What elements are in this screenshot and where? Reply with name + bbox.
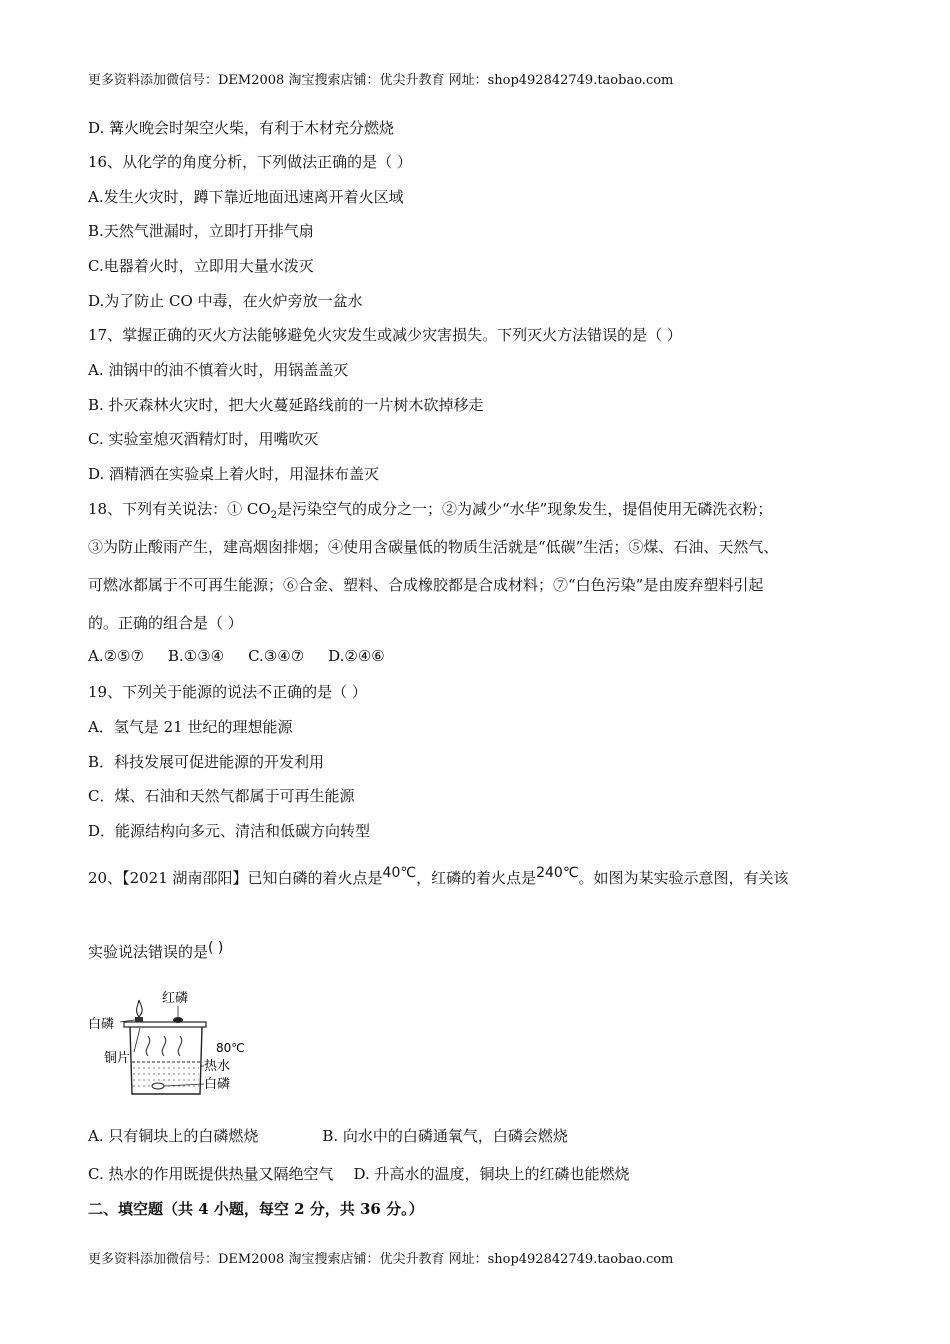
q17-option-b: B. 扑灭森林火灾时，把大火蔓延路线前的一片树木砍掉移走 bbox=[88, 396, 484, 414]
q18-line-2: ③为防止酸雨产生，建高烟囱排烟；④使用含碳量低的物质生活就是“低碳”生活；⑤煤、石油、天然气、 bbox=[88, 538, 779, 556]
q16-option-b: B.天然气泄漏时，立即打开排气扇 bbox=[88, 222, 314, 240]
q17-option-d: D. 酒精洒在实验桌上着火时，用湿抹布盖灭 bbox=[88, 465, 380, 483]
q20-option-c: C. 热水的作用既提供热量又隔绝空气 bbox=[88, 1165, 334, 1183]
q20-stem-b: ，红磷的着火点是 bbox=[416, 869, 537, 887]
q18-option-d: D.②④⑥ bbox=[328, 647, 385, 665]
q16-option-c: C.电器着火时，立即用大量水泼灭 bbox=[88, 257, 314, 275]
q19-option-d: D．能源结构向多元、清洁和低碳方向转型 bbox=[88, 822, 371, 840]
q19-option-c: C．煤、石油和天然气都属于可再生能源 bbox=[88, 787, 355, 805]
copper-plate bbox=[124, 1022, 206, 1027]
q19-option-b: B．科技发展可促进能源的开发利用 bbox=[88, 753, 325, 771]
section-2-heading: 二、填空题（共 4 小题，每空 2 分，共 36 分。） bbox=[88, 1200, 424, 1218]
q18-line-1a: 18、下列有关说法：① CO bbox=[88, 500, 271, 518]
label-white-p: 白磷 bbox=[88, 1017, 115, 1032]
q17-stem: 17、掌握正确的灭火方法能够避免火灾发生或减少灾害损失。下列灭火方法错误的是（ ） bbox=[88, 326, 682, 344]
label-temp: 80℃ bbox=[216, 1041, 245, 1055]
red-p-on-plate bbox=[173, 1017, 183, 1023]
q17-option-a: A. 油锅中的油不慎着火时，用锅盖盖灭 bbox=[88, 361, 349, 379]
q19-stem: 19、下列关于能源的说法不正确的是（ ） bbox=[88, 683, 367, 701]
q18-option-b: B.①③④ bbox=[167, 647, 225, 665]
label-copper: 铜片 bbox=[104, 1051, 131, 1066]
q18-line-3: 可燃冰都属于不可再生能源；⑥合金、塑料、合成橡胶都是合成材料；⑦“白色污染”是由废弃塑料引起 bbox=[88, 576, 764, 594]
q18-co2-subscript: 2 bbox=[270, 510, 278, 521]
experiment-diagram bbox=[86, 986, 246, 1098]
q18-option-a: A.②⑤⑦ bbox=[88, 647, 144, 665]
q20-option-b: B. 向水中的白磷通氧气，白磷会燃烧 bbox=[322, 1127, 568, 1145]
q20-temp-white-p: 40℃ bbox=[382, 865, 417, 881]
page-footer: 更多资料添加微信号：DEM2008 淘宝搜索店铺：优尖升教育 网址：shop492842749.taobao.com bbox=[88, 1252, 674, 1267]
beaker bbox=[130, 1027, 202, 1094]
q18-option-c: C.③④⑦ bbox=[248, 647, 305, 665]
page-header: 更多资料添加微信号：DEM2008 淘宝搜索店铺：优尖升教育 网址：shop492842749.taobao.com bbox=[88, 73, 674, 88]
label-white-p-water: 白磷 bbox=[204, 1077, 231, 1092]
q20-options-row-2 bbox=[88, 1163, 630, 1184]
label-hot-water: 热水 bbox=[204, 1059, 231, 1074]
q20-stem-line-1 bbox=[88, 867, 789, 888]
q17-option-c: C. 实验室熄灭酒精灯时，用嘴吹灭 bbox=[88, 430, 319, 448]
experiment-svg bbox=[86, 986, 246, 1098]
q20-stem-a: 20、【2021 湖南邵阳】已知白磷的着火点是 bbox=[88, 869, 383, 887]
q20-stem-line-2 bbox=[88, 941, 223, 962]
q20-temp-red-p: 240℃ bbox=[536, 865, 579, 881]
q16-stem: 16、从化学的角度分析，下列做法正确的是（ ） bbox=[88, 153, 412, 171]
q20-answer-paren: ( ) bbox=[208, 940, 224, 956]
flame bbox=[137, 1000, 143, 1017]
q18-line-1b: 是污染空气的成分之一；②为减少“水华”现象发生，提倡使用无磷洗衣粉； bbox=[277, 500, 773, 518]
q20-options-row-1 bbox=[88, 1125, 568, 1146]
q16-option-a: A.发生火灾时，蹲下靠近地面迅速离开着火区域 bbox=[88, 188, 404, 206]
q19-option-a: A．氢气是 21 世纪的理想能源 bbox=[88, 718, 293, 736]
white-p-underwater bbox=[152, 1083, 164, 1089]
q20-option-d: D. 升高水的温度，铜块上的红磷也能燃烧 bbox=[353, 1165, 630, 1183]
q18-line-4: 的。正确的组合是（ ） bbox=[88, 614, 243, 632]
q20-option-a: A. 只有铜块上的白磷燃烧 bbox=[88, 1127, 259, 1145]
steam bbox=[146, 1036, 149, 1056]
q20-stem-c: 。如图为某实验示意图，有关该 bbox=[578, 869, 789, 887]
q18-options bbox=[88, 647, 385, 665]
q15-option-d: D. 篝火晚会时架空火柴，有利于木材充分燃烧 bbox=[88, 119, 395, 137]
q20-stem-2: 实验说法错误的是 bbox=[88, 943, 209, 961]
q18-line-1 bbox=[88, 498, 772, 521]
q16-option-d: D.为了防止 CO 中毒，在火炉旁放一盆水 bbox=[88, 292, 363, 310]
label-red-p: 红磷 bbox=[162, 991, 189, 1006]
